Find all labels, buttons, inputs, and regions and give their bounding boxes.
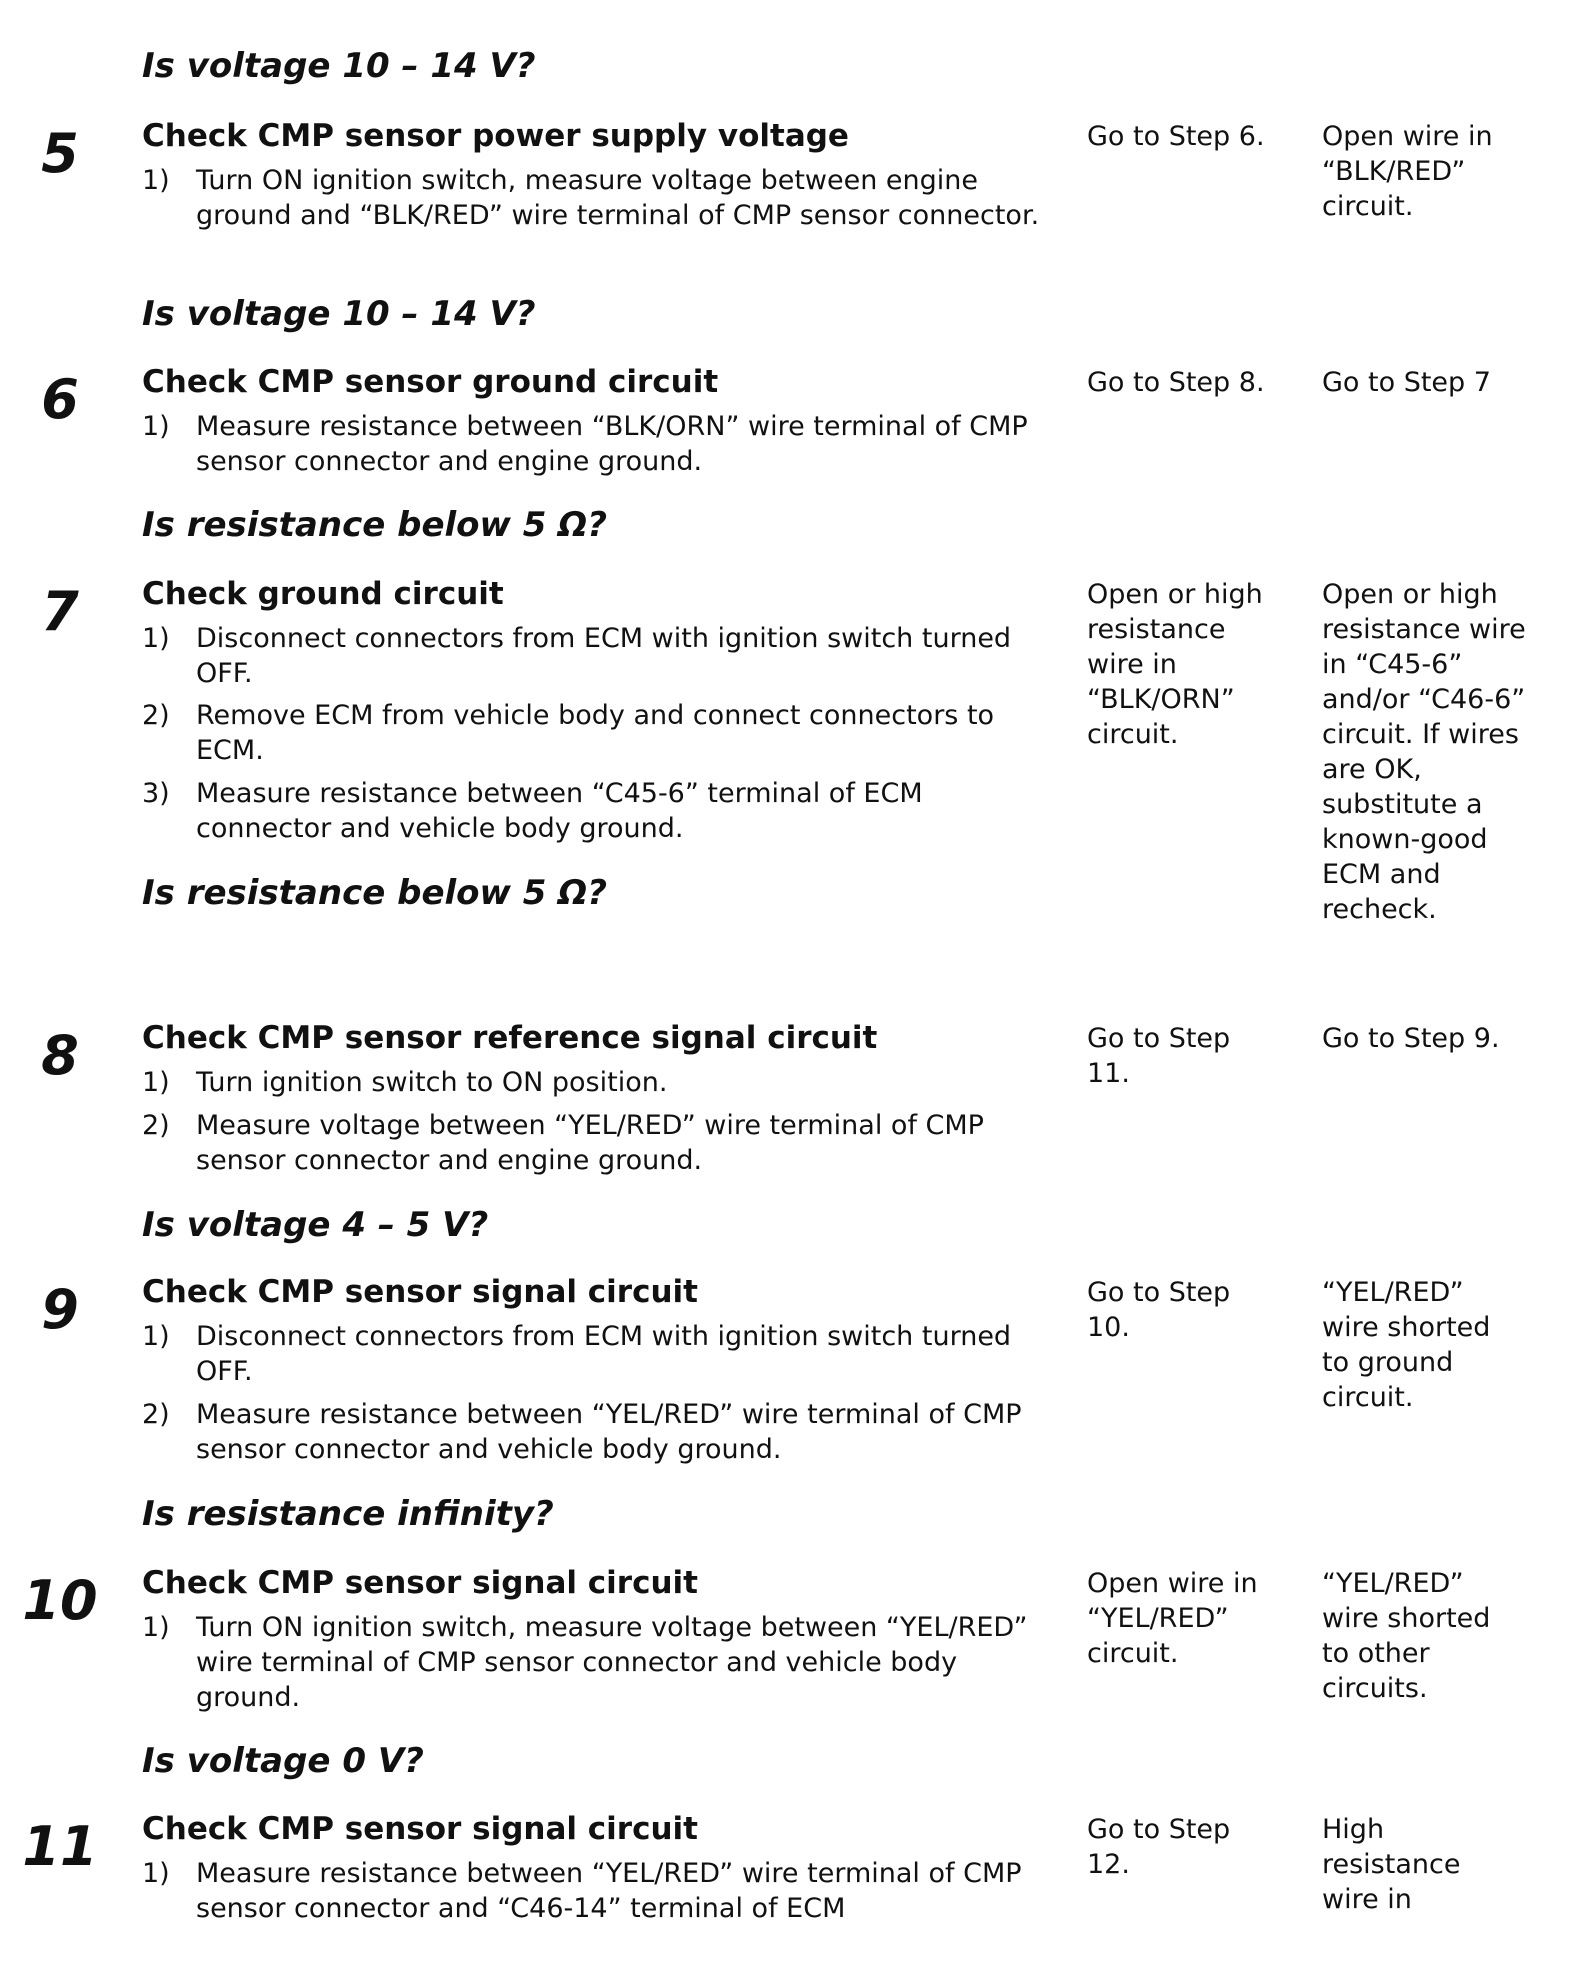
step-6-title: Check CMP sensor ground circuit [142, 364, 719, 400]
instruction-number: 1) [142, 1067, 170, 1098]
step-11-number: 11 [22, 1815, 98, 1878]
step-9-no-action: “YEL/RED” wire shorted to ground circuit. [1322, 1277, 1491, 1413]
instruction-text: Measure resistance between “C45-6” terminal of ECM connector and vehicle body ground. [196, 778, 923, 844]
instruction-number: 2) [142, 1399, 170, 1430]
instruction-text: Turn ignition switch to ON position. [196, 1067, 668, 1098]
step-7-no-action: Open or high resistance wire in “C45-6” and/or “C46-6” circuit. If wires are OK, substitute a known-good ECM and recheck. [1322, 579, 1526, 925]
step-8-question: Is voltage 4 – 5 V? [142, 1205, 489, 1245]
instruction-number: 2) [142, 1110, 170, 1141]
step-6-question: Is resistance below 5 Ω? [142, 505, 607, 545]
instruction-text: Measure voltage between “YEL/RED” wire terminal of CMP sensor connector and engine ground. [196, 1110, 984, 1176]
step-9-question: Is resistance infinity? [142, 1494, 554, 1534]
step-5-instruction-1 [142, 163, 1047, 233]
instruction-text: Measure resistance between “YEL/RED” wire terminal of CMP sensor connector and vehicle body ground. [196, 1399, 1022, 1465]
step-10-question: Is voltage 0 V? [142, 1741, 424, 1781]
step-7-instruction-2 [142, 698, 1047, 768]
step-5-number: 5 [41, 122, 79, 185]
instruction-text: Measure resistance between “YEL/RED” wire terminal of CMP sensor connector and “C46-14” terminal of ECM [196, 1858, 1022, 1924]
step-5-no-action: Open wire in “BLK/RED” circuit. [1322, 121, 1493, 222]
step-8-instruction-1 [142, 1065, 1047, 1100]
step-7-question: Is resistance below 5 Ω? [142, 873, 607, 913]
instruction-number: 2) [142, 700, 170, 731]
step-10-title: Check CMP sensor signal circuit [142, 1565, 698, 1601]
step-11-instruction-1 [142, 1856, 1047, 1926]
step-7-number: 7 [41, 580, 79, 643]
step-10-yes-action: Open wire in “YEL/RED” circuit. [1087, 1568, 1258, 1669]
step-9-title: Check CMP sensor signal circuit [142, 1274, 698, 1310]
step-9-number: 9 [41, 1278, 79, 1341]
instruction-number: 1) [142, 165, 170, 196]
instruction-text: Turn ON ignition switch, measure voltage between “YEL/RED” wire terminal of CMP sensor connector and vehicle body ground. [196, 1612, 1028, 1713]
instruction-text: Remove ECM from vehicle body and connect connectors to ECM. [196, 700, 995, 766]
step-8-no-action: Go to Step 9. [1322, 1023, 1500, 1054]
step-10-instruction-1 [142, 1610, 1047, 1715]
step-8-yes-action: Go to Step 11. [1087, 1023, 1231, 1089]
step-8-title: Check CMP sensor reference signal circuit [142, 1020, 878, 1056]
step-9-yes-action: Go to Step 10. [1087, 1277, 1231, 1343]
instruction-text: Disconnect connectors from ECM with ignition switch turned OFF. [196, 1321, 1012, 1387]
instruction-text: Measure resistance between “BLK/ORN” wire terminal of CMP sensor connector and engine ground. [196, 411, 1028, 477]
step-6-number: 6 [41, 368, 79, 431]
step-7-instruction-1 [142, 621, 1047, 691]
step-7-instruction-3 [142, 776, 1047, 846]
step-6-no-action: Go to Step 7 [1322, 367, 1491, 398]
step-7-yes-action: Open or high resistance wire in “BLK/ORN” circuit. [1087, 579, 1263, 750]
step-10-number: 10 [22, 1569, 98, 1632]
step-9-instruction-1 [142, 1319, 1047, 1389]
step-5-yes-action: Go to Step 6. [1087, 121, 1265, 152]
step-11-no-action: High resistance wire in [1322, 1814, 1461, 1915]
step-8-instruction-2 [142, 1108, 1047, 1178]
instruction-text: Turn ON ignition switch, measure voltage between engine ground and “BLK/RED” wire terminal of CMP sensor connector. [196, 165, 1040, 231]
step-8-number: 8 [41, 1024, 79, 1087]
instruction-number: 1) [142, 1858, 170, 1889]
instruction-text: Disconnect connectors from ECM with ignition switch turned OFF. [196, 623, 1012, 689]
step-5-question: Is voltage 10 – 14 V? [142, 294, 536, 334]
top-question: Is voltage 10 – 14 V? [142, 46, 536, 86]
instruction-number: 1) [142, 1321, 170, 1352]
instruction-number: 3) [142, 778, 170, 809]
step-5-title: Check CMP sensor power supply voltage [142, 118, 849, 154]
step-6-instruction-1 [142, 409, 1047, 479]
step-10-no-action: “YEL/RED” wire shorted to other circuits. [1322, 1568, 1491, 1704]
step-7-title: Check ground circuit [142, 576, 504, 612]
instruction-number: 1) [142, 1612, 170, 1643]
step-11-title: Check CMP sensor signal circuit [142, 1811, 698, 1847]
instruction-number: 1) [142, 411, 170, 442]
step-6-yes-action: Go to Step 8. [1087, 367, 1265, 398]
step-11-yes-action: Go to Step 12. [1087, 1814, 1231, 1880]
instruction-number: 1) [142, 623, 170, 654]
step-9-instruction-2 [142, 1397, 1047, 1467]
